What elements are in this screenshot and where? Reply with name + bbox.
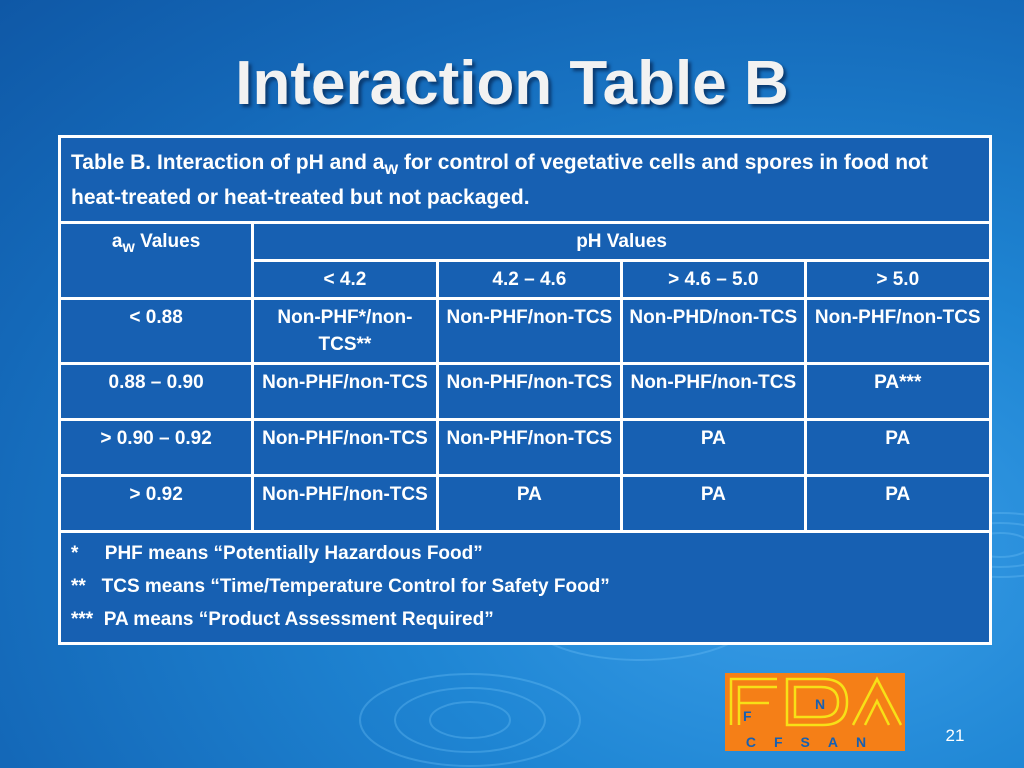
table-row <box>60 299 991 364</box>
ph-values-header: pH Values <box>253 223 991 261</box>
table-cell: Non-PHF/non-TCS <box>253 420 437 476</box>
ph-column-header: < 4.2 <box>253 261 437 299</box>
aw-suffix: Values <box>134 231 201 253</box>
aw-cell: > 0.90 – 0.92 <box>60 420 253 476</box>
fda-cfsan-logo <box>725 673 905 751</box>
caption-suffix: for control of vegetative cells and spores in food not heat-treated or heat-treated but not packaged. <box>71 151 928 210</box>
ph-column-header: > 4.6 – 5.0 <box>622 261 805 299</box>
table-cell: PA <box>805 476 990 532</box>
table-cell: Non-PHF/non-TCS <box>622 364 805 420</box>
footnotes <box>60 532 991 644</box>
header-row <box>60 223 991 261</box>
table-cell: Non-PHF/non-TCS <box>253 476 437 532</box>
interaction-table <box>58 135 992 645</box>
table-cell: Non-PHD/non-TCS <box>622 299 805 364</box>
footnote: ** TCS means “Time/Temperature Control for Safety Food” <box>71 576 610 598</box>
table-cell: Non-PHF/non-TCS <box>805 299 990 364</box>
page-number: 21 <box>945 726 965 745</box>
footnote: *** PA means “Product Assessment Required” <box>71 609 494 631</box>
svg-text:F: F <box>743 708 752 724</box>
aw-values-header <box>60 223 253 299</box>
table-cell: PA <box>622 420 805 476</box>
footnote: * PHF means “Potentially Hazardous Food” <box>71 543 483 565</box>
table-cell: PA <box>622 476 805 532</box>
table-cell: Non-PHF/non-TCS <box>437 299 621 364</box>
aw-cell: 0.88 – 0.90 <box>60 364 253 420</box>
aw-subscript: w <box>122 238 135 256</box>
logo-subtext: CFSAN <box>745 734 885 750</box>
aw-cell: > 0.92 <box>60 476 253 532</box>
table-cell: Non-PHF/non-TCS <box>437 420 621 476</box>
table-cell: PA <box>805 420 990 476</box>
svg-text:N: N <box>815 696 826 712</box>
table-cell: Non-PHF/non-TCS <box>253 364 437 420</box>
caption-subscript: w <box>384 158 399 179</box>
caption-prefix: Table B. Interaction of pH and a <box>71 151 385 174</box>
table-cell: PA <box>437 476 621 532</box>
slide-title: Interaction Table B <box>235 49 789 118</box>
table-row <box>60 364 991 420</box>
table-row <box>60 476 991 532</box>
ph-column-header: > 5.0 <box>805 261 990 299</box>
aw-cell: < 0.88 <box>60 299 253 364</box>
table-caption <box>60 137 991 223</box>
table-cell: PA*** <box>805 364 990 420</box>
aw-label: a <box>111 231 123 253</box>
table-cell: Non-PHF*/non-TCS** <box>253 299 437 364</box>
table-cell: Non-PHF/non-TCS <box>437 364 621 420</box>
ph-column-header: 4.2 – 4.6 <box>437 261 621 299</box>
table-row <box>60 420 991 476</box>
footnotes-row <box>60 532 991 644</box>
caption-row <box>60 137 991 223</box>
